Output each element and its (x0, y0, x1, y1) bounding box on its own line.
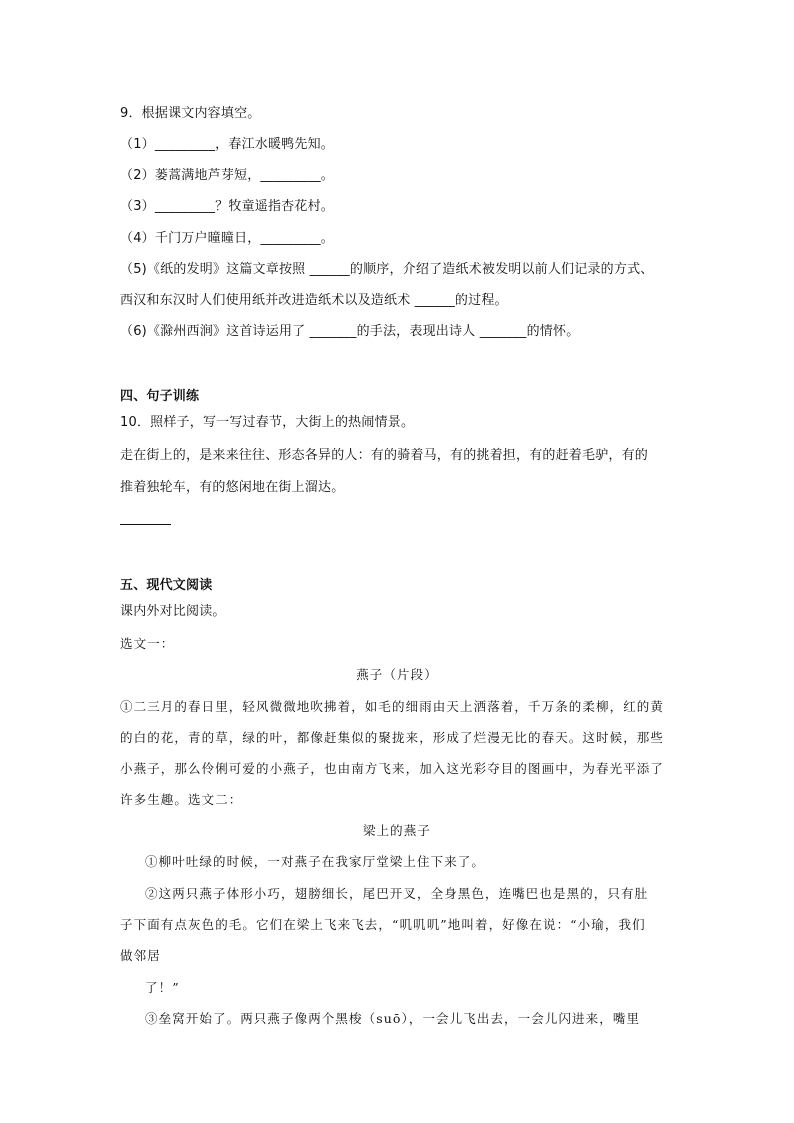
q9-item-6: （6)《滁州西涧》这首诗运用了 _______的手法，表现出诗人 _______的情怀。 (120, 324, 580, 339)
passage-2-line: ②这两只燕子体形小巧，翅膀细长，尾巴开叉，全身黑色，连嘴巴也是黑的，只有肚 (145, 886, 649, 901)
passage-1-line: 小燕子，那么伶俐可爱的小燕子，也由南方飞来，加入这光彩夺目的图画中，为春光平添了 (120, 761, 665, 776)
q9-item-4: （4）千门万户曈曈日，_________。 (120, 231, 334, 246)
q9-item-5-line-2: 西汉和东汉时人们使用纸并改进造纸术以及造纸术 ______的过程。 (120, 293, 508, 308)
passage-2-line: ①柳叶吐绿的时候，一对燕子在我家厅堂梁上住下来了。 (145, 854, 486, 869)
passage-2-line: ③垒窝开始了。两只燕子像两个黑梭（suō），一会儿飞出去，一会儿闪进来，嘴里 (145, 1011, 641, 1026)
passage-1-line: 许多生趣。选文二： (120, 792, 243, 807)
passage-2-line: 了！” (145, 980, 180, 995)
section-4-heading: 四、句子训练 (120, 389, 200, 404)
example-sentence-line-2: 推着独轮车，有的悠闲地在街上溜达。 (120, 480, 345, 495)
passage-1-line: ①二三月的春日里，轻风微微地吹拂着，如毛的细雨由天上洒落着，千万条的柔柳，红的黄 (120, 699, 665, 714)
passage-1-line: 的白的花，青的草，绿的叶，都像赶集似的聚拢来，形成了烂漫无比的春天。这时候，那些 (120, 730, 665, 745)
answer-blank-line (120, 524, 171, 525)
example-sentence-line-1: 走在街上的，是来来往往、形态各异的人：有的骑着马，有的挑着担，有的赶着毛驴，有的 (120, 448, 649, 463)
passage-1-label: 选文一： (120, 636, 175, 651)
q9-item-5-line-1: （5)《纸的发明》这篇文章按照 ______的顺序，介绍了造纸术被发明以前人们记录的方式、 (120, 262, 654, 277)
question-9-title: 9．根据课文内容填空。 (120, 106, 261, 121)
q9-item-3: （3）_________？牧童遥指杏花村。 (120, 199, 334, 214)
q9-item-2: （2）蒌蒿满地芦芽短，_________。 (120, 168, 334, 183)
passage-1-title: 燕子（片段） (356, 667, 438, 682)
q9-item-1: （1）_________，春江水暖鸭先知。 (120, 137, 334, 152)
passage-2-line: 子下面有点灰色的毛。它们在梁上飞来飞去，“叽叽叽”地叫着，好像在说：“小瑜，我们 (120, 917, 646, 932)
reading-intro: 课内外对比阅读。 (120, 604, 226, 619)
question-10-title: 10．照样子，写一写过春节，大街上的热闹情景。 (120, 415, 415, 430)
passage-2-line: 做邻居 (120, 948, 161, 963)
section-5-heading: 五、现代文阅读 (120, 578, 213, 593)
passage-2-title: 梁上的燕子 (362, 823, 431, 838)
